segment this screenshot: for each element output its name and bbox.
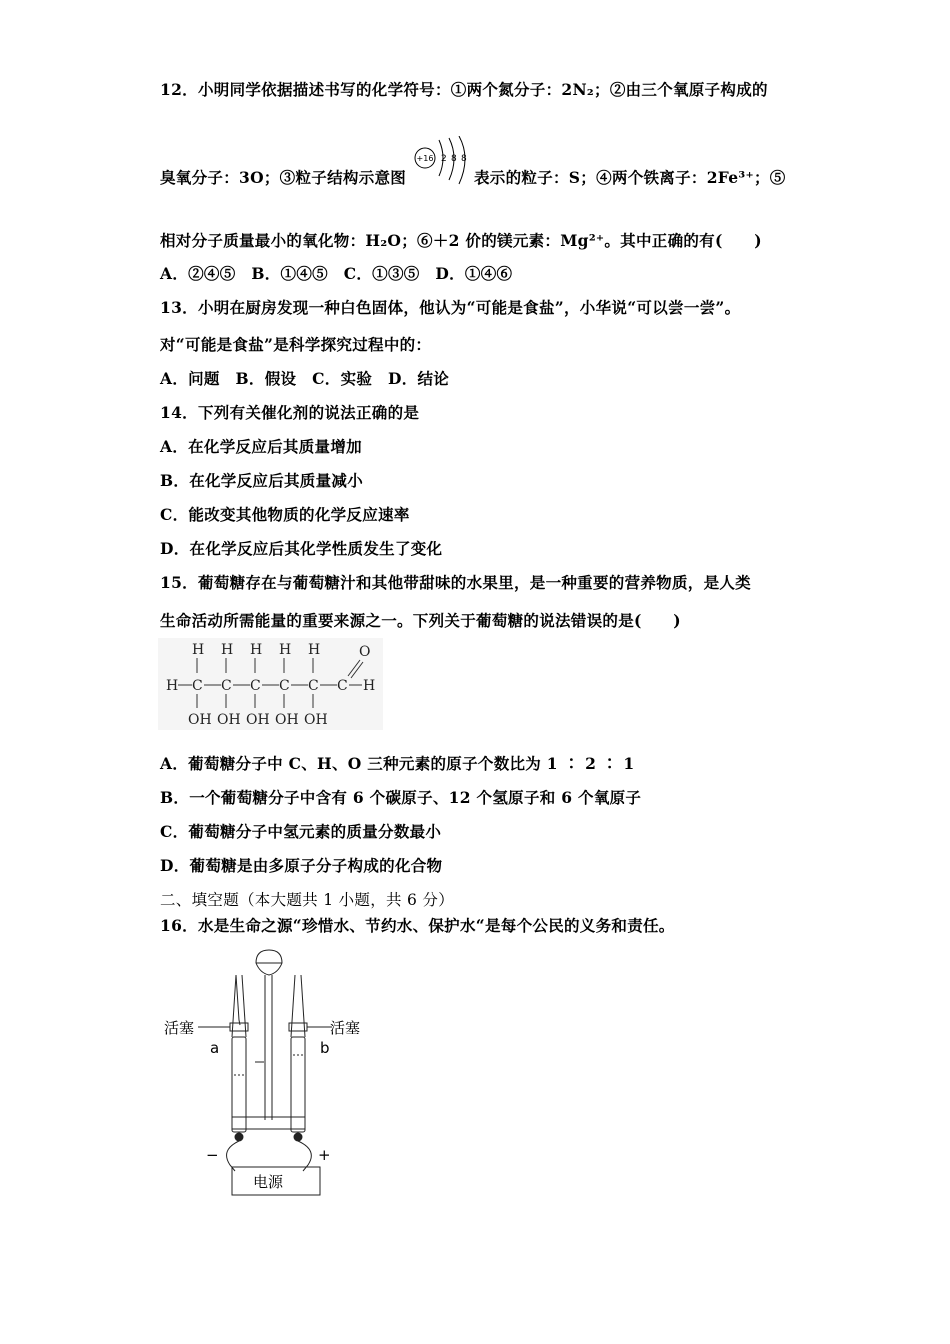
shell-3: 8 [461,154,467,164]
stopcock-left-label: 活塞 [164,1019,195,1037]
q16-stem: 16．水是生命之源“珍惜水、节约水、保护水“是每个公民的义务和责任。 [160,916,675,935]
shell-2: 8 [451,154,457,164]
shell-1: 2 [441,154,447,164]
oh-5: OH [304,712,328,728]
c1: C [192,678,203,694]
h-top-5: H [308,642,321,658]
electrolysis-apparatus-diagram [160,945,370,1200]
oh-4: OH [275,712,299,728]
q14-option-a: A．在化学反应后其质量增加 [160,437,362,456]
glucose-structure-diagram [158,638,383,730]
q12-options: A．②④⑤ B．①④⑤ C．①③⑤ D．①④⑥ [160,264,513,283]
q14-option-d: D．在化学反应后其化学性质发生了变化 [160,539,443,558]
h-top-1: H [192,642,205,658]
q15-option-d: D．葡萄糖是由多原子分子构成的化合物 [160,856,443,875]
power-source-label: 电源 [253,1173,284,1191]
q14-option-c: C．能改变其他物质的化学反应速率 [160,505,410,524]
minus-label: − [206,1146,219,1164]
c5: C [308,678,319,694]
atom-structure-diagram [413,136,473,190]
q12-line3: 相对分子质量最小的氧化物：H₂O；⑥＋2 价的镁元素：Mg²⁺。其中正确的有( ) [160,231,762,250]
h-left: H [166,678,179,694]
q12-line2-after: 表示的粒子：S；④两个铁离子：2Fe³⁺；⑤ [474,168,786,187]
c4: C [279,678,290,694]
q14-stem: 14．下列有关催化剂的说法正确的是 [160,403,420,422]
h-right: H [363,678,376,694]
oh-1: OH [188,712,212,728]
tube-a-label: a [210,1039,220,1057]
q15-option-c: C．葡萄糖分子中氢元素的质量分数最小 [160,822,442,841]
q12-line1: 12．小明同学依据描述书写的化学符号：①两个氮分子：2N₂；②由三个氧原子构成的 [160,80,768,99]
c6: C [337,678,348,694]
c3: C [250,678,261,694]
q15-line2: 生命活动所需能量的重要来源之一。下列关于葡萄糖的说法错误的是( ) [160,611,681,630]
c2: C [221,678,232,694]
q15-option-a: A．葡萄糖分子中 C、H、O 三种元素的原子个数比为 1 ∶ 2 ∶ 1 [160,754,635,773]
q12-line2-before: 臭氧分子：3O；③粒子结构示意图 [160,168,407,187]
q13-options: A．问题 B．假设 C．实验 D．结论 [160,369,450,388]
carbonyl-o: O [359,644,371,660]
q13-line1: 13．小明在厨房发现一种白色固体，他认为“可能是食盐”，小华说“可以尝一尝”。 [160,298,741,317]
stopcock-right-label: 活塞 [330,1019,361,1037]
q14-option-b: B．在化学反应后其质量减小 [160,471,364,490]
tube-b-label: b [320,1039,330,1057]
section2-heading: 二、填空题（本大题共 1 小题，共 6 分） [160,891,455,909]
oh-3: OH [246,712,270,728]
oh-2: OH [217,712,241,728]
plus-label: + [318,1146,331,1164]
q15-option-b: B．一个葡萄糖分子中含有 6 个碳原子、12 个氢原子和 6 个氧原子 [160,788,642,807]
atom-nucleus: +16 [416,154,434,163]
h-top-2: H [221,642,234,658]
q15-line1: 15．葡萄糖存在与葡萄糖汁和其他带甜味的水果里，是一种重要的营养物质，是人类 [160,573,751,592]
h-top-4: H [279,642,292,658]
q13-line2: 对“可能是食盐”是科学探究过程中的： [160,335,432,354]
h-top-3: H [250,642,263,658]
